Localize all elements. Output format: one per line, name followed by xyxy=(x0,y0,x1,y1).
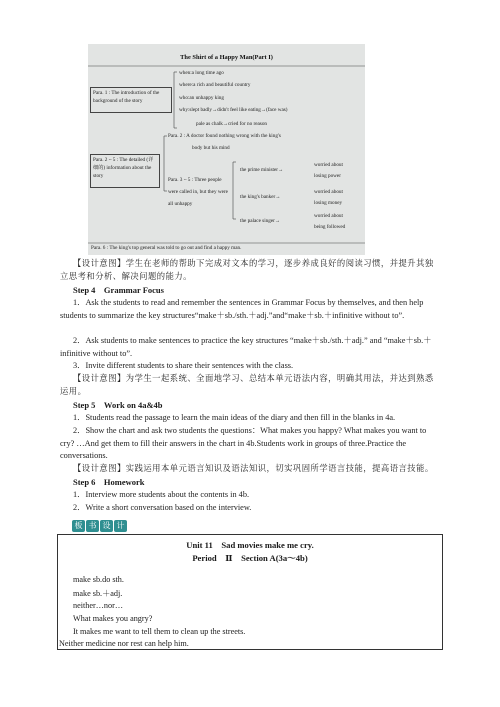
diagram-title: The Shirt of a Happy Man(Part I) xyxy=(180,54,273,61)
step4-item-3: 3．Invite different students to share their sentences with the class. xyxy=(73,361,294,370)
diagram-why: why:slept badly→didn't feel like eating→(face was) xyxy=(179,107,288,113)
diagram-prime-minister: the prime minister→ xyxy=(240,167,284,173)
badge-char: 书 xyxy=(86,520,99,532)
step4-heading: Step 4 Grammar Focus xyxy=(73,285,164,295)
design-intent-2: 【设计意图】为学生一起系统、全面地学习、总结本单元语法内容，明确其用法，并达到熟悉运用。 xyxy=(60,374,434,396)
board-line: It makes me want to tell them to clean up the streets. xyxy=(73,627,246,636)
badge-char: 板 xyxy=(72,520,85,532)
diagram-where: where:a rich and beautiful country xyxy=(179,82,251,88)
diagram-who: who:an unhappy king xyxy=(179,95,224,101)
board-line: neither…nor… xyxy=(73,601,124,610)
design-intent-1: 【设计意图】学生在老师的帮助下完成对文本的学习，逐步养成良好的阅读习惯，并提升其独立思考和分析、解决问题的能力。 xyxy=(60,259,434,281)
step5-heading: Step 5 Work on 4a&4b xyxy=(73,400,163,410)
diagram-singer-worry-detail: being followed xyxy=(314,224,346,230)
badge-char: 设 xyxy=(100,520,113,532)
board-title: Unit 11 Sad movies make me cry. xyxy=(186,540,314,550)
board-line: make sb.＋adj. xyxy=(73,589,123,598)
board-line: make sb.do sth. xyxy=(73,575,124,584)
board-line: Neither medicine nor rest can help him. xyxy=(59,639,189,648)
para1-box: Para. 1 : The introduction of the background of the story xyxy=(90,87,172,113)
board-subtitle: Period Ⅱ Section A(3a～4b) xyxy=(192,553,308,563)
board-design-box xyxy=(57,534,443,650)
diagram-para2: Para. 2 : A doctor found nothing wrong with the king's xyxy=(168,133,281,139)
step5-item-1: 1．Students read the passage to learn the main ideas of the diary and then fill in the blanks in 4a. xyxy=(73,413,396,422)
step6-item-1: 1．Interview more students about the contents in 4b. xyxy=(73,490,250,499)
step5-item-2: 2．Show the chart and ask two students the questions：What makes you happy? What makes you want to cry? …And get them to fill their answers in the chart in 4b.Students work in groups of three.Practice the conversations. xyxy=(60,426,427,461)
step4-item-2: 2．Ask students to make sentences to practice the key structures “make＋sb./sth.＋adj.” and “make＋sb.＋infinitive without to”. xyxy=(60,336,432,358)
diagram-why-continued: pale as chalk→cried for no reason xyxy=(196,121,268,127)
design-intent-3: 【设计意图】实践运用本单元语言知识及语法知识，切实巩固所学语言技能，提高语言技能。 xyxy=(73,464,434,473)
badge-char: 计 xyxy=(114,520,127,532)
diagram-singer: the palace singer→ xyxy=(240,218,281,224)
diagram-para6: Para. 6 : The king's top general was told to go out and find a happy man. xyxy=(91,245,242,251)
diagram-pm-worry-detail: losing power xyxy=(314,173,341,179)
diagram-banker: the king's banker→ xyxy=(240,194,281,200)
diagram-para3-5: Para. 3 ~ 5 : Three people were called in, but they were all unhappy xyxy=(168,177,228,207)
diagram-banker-worry: worried about xyxy=(314,189,343,195)
diagram-singer-worry: worried about xyxy=(314,213,343,219)
diagram-para2-continued: body but his mind xyxy=(192,145,230,151)
para2-5-box: Para. 2 ~ 5 : The detailed (详细的) information about the story xyxy=(90,154,160,188)
diagram-banker-worry-detail: losing money xyxy=(314,200,343,206)
board-design-badge xyxy=(72,520,127,532)
diagram-when: when:a long time ago xyxy=(179,70,224,76)
step4-item-1: 1．Ask the students to read and remember the sentences in Grammar Focus by themselves, and then help students to summarize the key structures“make＋sb./sth.＋adj.”and“make＋sb.＋infinitive without to”. xyxy=(60,298,424,320)
step6-item-2: 2．Write a short conversation based on the interview. xyxy=(73,503,252,512)
step6-heading: Step 6 Homework xyxy=(73,477,145,487)
story-structure-diagram xyxy=(88,44,365,255)
board-line: What makes you angry? xyxy=(73,614,153,623)
diagram-pm-worry: worried about xyxy=(314,162,343,168)
